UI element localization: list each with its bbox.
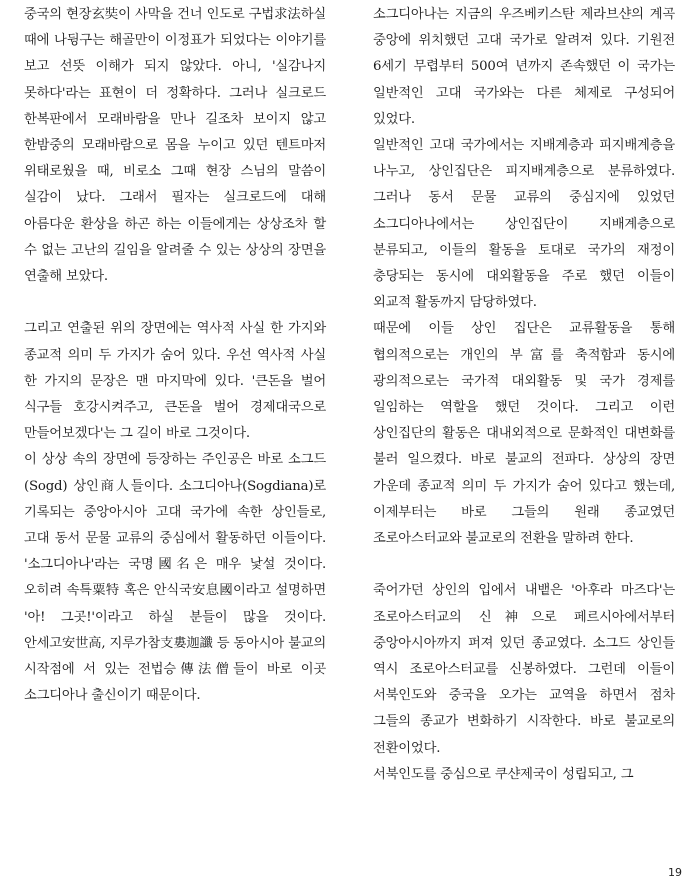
left-paragraph-1: 중국의 현장玄奘이 사막을 건너 인도로 구법求法하실 때에 나뒹구는 해골만이 이정표가 되었다는 이야기를 보고 선뜻 이해가 되지 않았다. 아니, '실감나지 못하다'라는 표현이 더 정확하다. 그러나 실크로드 한복판에서 모래바람을 만나 길조차 보이지 않고 한밤중의 모래바람으로 몸을 누이고 있던 텐트마저 위태로웠을 때, 비로소 그때 현장 스님의 말씀이 실감이 났다. 그래서 필자는 실크로드에 대해 아름다운 환상을 하곤 하는 이들에게는 상상조차 할 수 없는 고난의 길임을 알려줄 수 있는 상상의 장면을 연출해 보았다. <box>24 7 326 285</box>
right-column <box>373 2 675 788</box>
right-paragraph-1: 소그디아나는 지금의 우즈베키스탄 제라브샨의 계곡 중앙에 위치했던 고대 국가로 알려져 있다. 기원전 6세기 무렵부터 500여 년까지 존속했던 이 국가는 일반적인 고대 국가와는 다른 체제로 구성되어 있었다. <box>373 7 675 127</box>
left-column <box>24 2 326 709</box>
left-paragraph-2: 그리고 연출된 위의 장면에는 역사적 사실 한 가지와 종교적 의미 두 가지가 숨어 있다. 우선 역사적 사실 한 가지의 문장은 맨 마지막에 있다. '큰돈을 벌어 식구들 호강시켜주고, 큰돈을 벌어 경제대국으로 만들어보겠다'는 그 길이 바로 그것이다. <box>24 321 326 442</box>
paragraph-gap <box>24 290 326 316</box>
right-paragraph-3: 때문에 이들 상인 집단은 교류활동을 통해 협의적으로는 개인의 부富를 축적함과 동시에 광의적으로는 국가적 대외활동 및 국가 경제를 일임하는 역할을 했던 것이다. 그리고 이런 상인집단의 활동은 대내외적으로 문화적인 대변화를 불러 일으켰다. 바로 불교의 전파다. 상상의 장면 가운데 종교적 의미 두 가지가 숨어 있다고 했는데, 이제부터는 바로 그들의 원래 종교였던 조로아스터교와 불교로의 전환을 말하려 한다. <box>373 321 675 547</box>
page-number: 19 <box>668 866 682 879</box>
right-paragraph-2: 일반적인 고대 국가에서는 지배계층과 피지배계층을 나누고, 상인집단은 피지배계층으로 분류하였다. 그러나 동서 문물 교류의 중심지에 있었던 소그디아나에서는 상인집단이 지배계층으로 분류되고, 이들의 활동을 토대로 국가의 재정이 충당되는 동시에 대외활동을 주로 했던 이들이 외교적 활동까지 담당하였다. <box>373 138 675 311</box>
right-paragraph-5: 서북인도를 중심으로 쿠샨제국이 성립되고, 그 <box>373 766 634 782</box>
right-paragraph-4: 죽어가던 상인의 입에서 내뱉은 '아후라 마즈다'는 조로아스터교의 신神으로 페르시아에서부터 중앙아시아까지 퍼져 있던 종교였다. 소그드 상인들 역시 조로아스터교를 신봉하였다. 그런데 이들이 서북인도와 중국을 오가는 교역을 하면서 점차 그들의 종교가 변화하기 시작한다. 바로 불교로의 전환이었다. <box>373 583 675 756</box>
paragraph-gap <box>373 552 675 578</box>
left-paragraph-3: 이 상상 속의 장면에 등장하는 주인공은 바로 소그드(Sogd) 상인商人들이다. 소그디아나(Sogdiana)로 기록되는 중앙아시아 고대 국가에 속한 상인들로, 고대 동서 문물 교류의 중심에서 활동하던 이들이다. '소그디아나'라는 국명國名은 매우 낯설 것이다. 오히려 속특粟特 혹은 안식국安息國이라고 설명하면 '아! 그곳!'이라고 하실 분들이 많을 것이다. 안세고安世高, 지루가참支婁迦讖 등 동아시아 불교의 시작점에 서 있는 전법승傳法僧들이 바로 이곳 소그디아나 출신이기 때문이다. <box>24 452 326 704</box>
